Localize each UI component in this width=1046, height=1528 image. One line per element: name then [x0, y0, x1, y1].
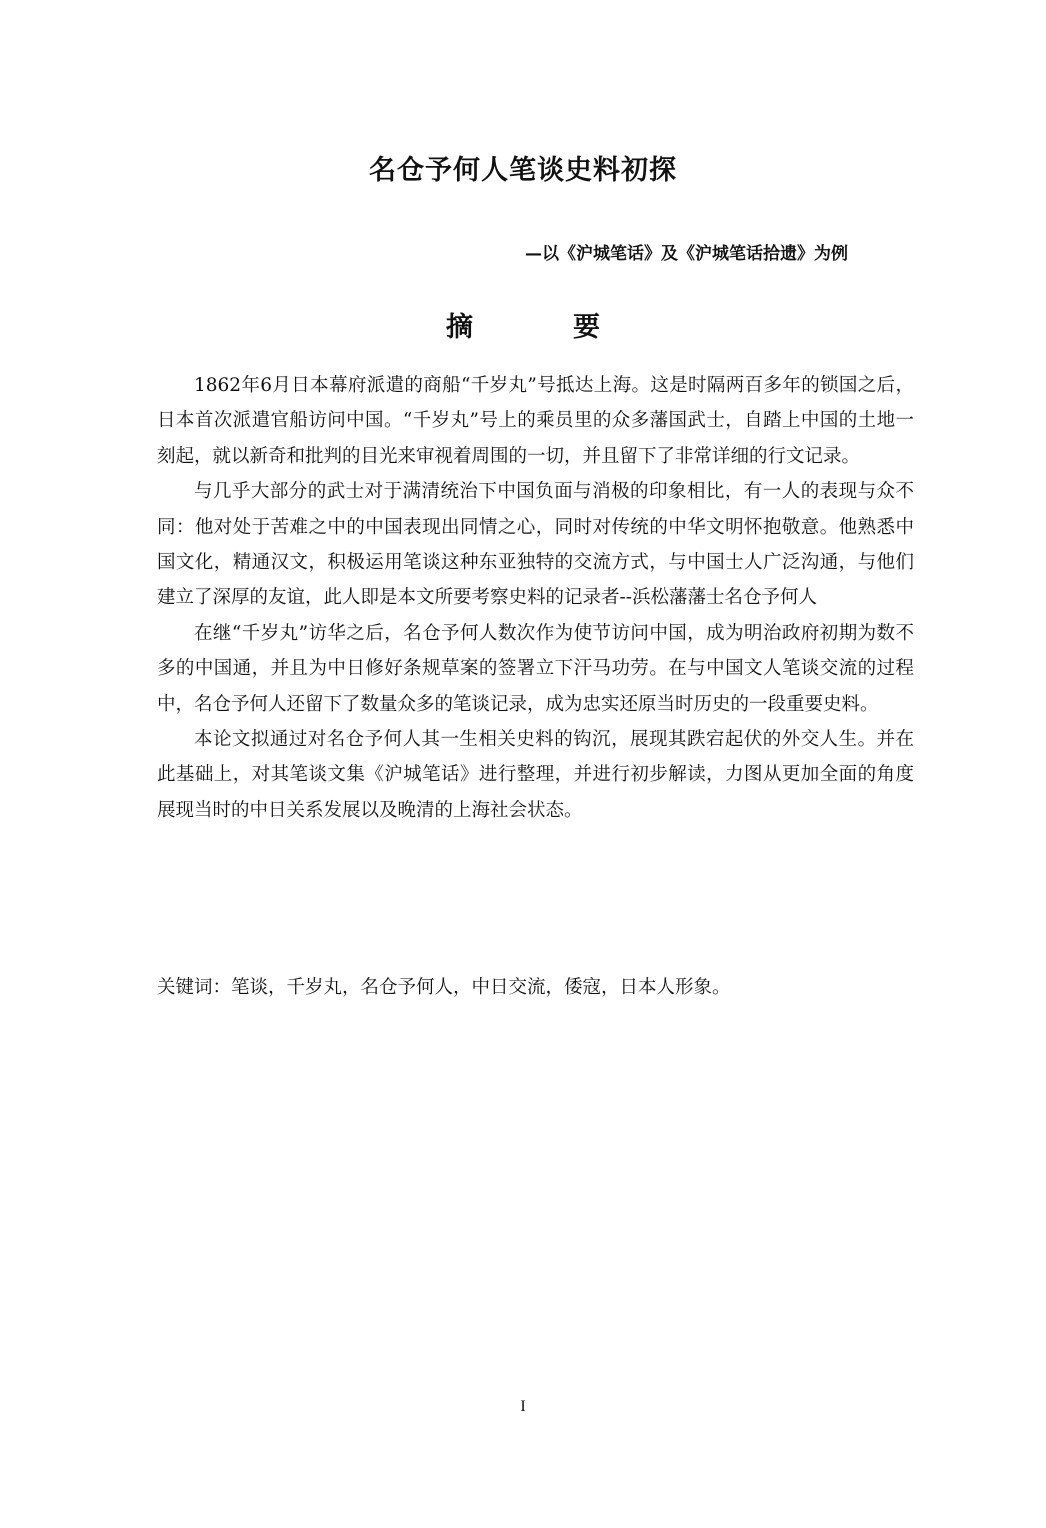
page-number: I	[520, 1398, 526, 1415]
abstract-paragraph: 1862年6月日本幕府派遣的商船“千岁丸”号抵达上海。这是时隔两百多年的锁国之后，日本首次派遣官船访问中国。“千岁丸”号上的乘员里的众多藩国武士，自踏上中国的土地一刻起，就以新奇和批判的目光来审视着周围的一切，并且留下了非常详细的行文记录。	[157, 375, 914, 467]
paper-subtitle: —以《沪城笔话》及《沪城笔话拾遗》为例	[525, 244, 848, 264]
abstract-paragraph: 与几乎大部分的武士对于满清统治下中国负面与消极的印象相比，有一人的表现与众不同：他对处于苦难之中的中国表现出同情之心，同时对传统的中华文明怀抱敬意。他熟悉中国文化，精通汉文，积极运用笔谈这种东亚独特的交流方式，与中国士人广泛沟通，与他们建立了深厚的友谊，此人即是本文所要考察史料的记录者--浜松藩藩士名仓予何人	[157, 481, 914, 609]
abstract-paragraph: 在继“千岁丸”访华之后，名仓予何人数次作为使节访问中国，成为明治政府初期为数不多的中国通，并且为中日修好条规草案的签署立下汗马功劳。在与中国文人笔谈交流的过程中，名仓予何人还留下了数量众多的笔谈记录，成为忠实还原当时历史的一段重要史料。	[157, 622, 914, 715]
abstract-heading: 摘要	[446, 312, 700, 343]
paper-title: 名仓予何人笔谈史料初探	[369, 155, 677, 186]
abstract-paragraph: 本论文拟通过对名仓予何人其一生相关史料的钩沉，展现其跌宕起伏的外交人生。并在此基础上，对其笔谈文集《沪城笔话》进行整理，并进行初步解读，力图从更加全面的角度展现当时的中日关系发展以及晚清的上海社会状态。	[157, 729, 914, 821]
keywords-line: 关键词：笔谈，千岁丸，名仓予何人，中日交流，倭寇，日本人形象。	[157, 977, 731, 998]
abstract-body	[157, 368, 914, 828]
